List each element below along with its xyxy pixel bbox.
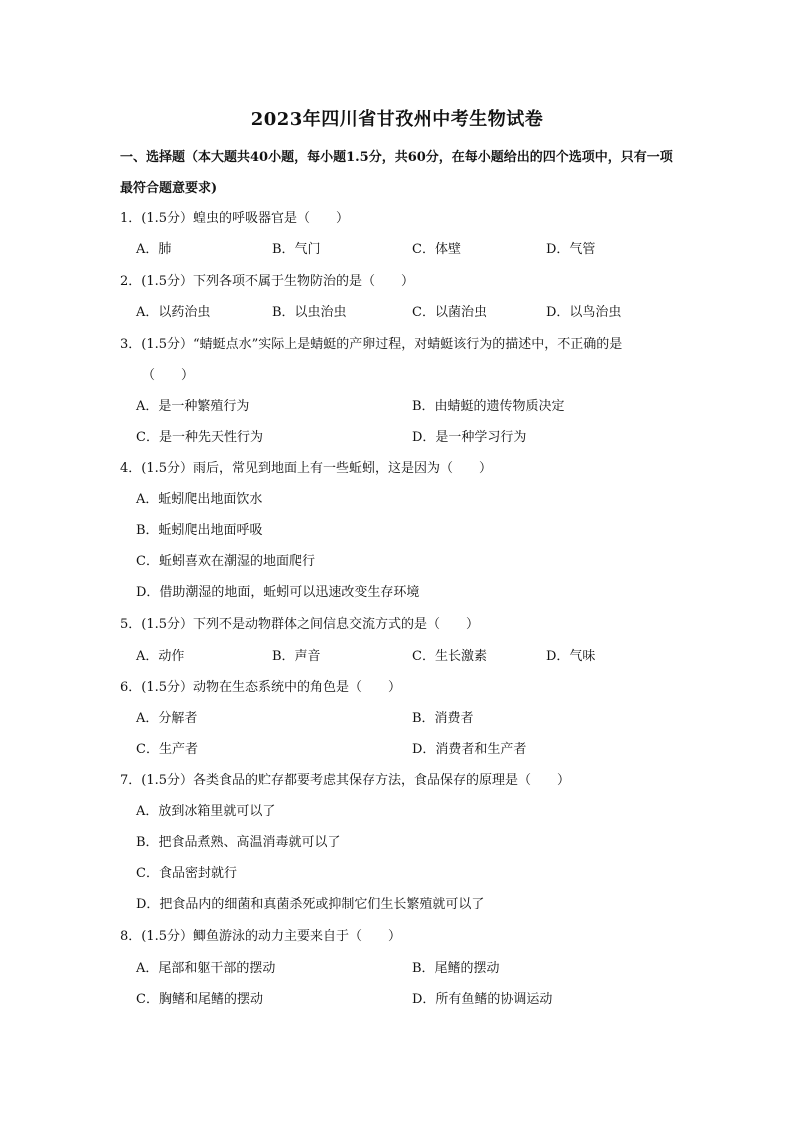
q1-option-a: A．肺 (136, 242, 172, 257)
q4-option-b: B．蚯蚓爬出地面呼吸 (136, 523, 263, 538)
question-3-continued: （ ） (142, 368, 195, 383)
q5-option-c: C．生长激素 (412, 649, 487, 664)
question-4: 4．(1.5分）雨后，常见到地面上有一些蚯蚓，这是因为（ ） (120, 461, 493, 476)
q1-option-c: C．体壁 (412, 242, 461, 257)
q2-option-c: C．以菌治虫 (412, 305, 487, 320)
q3-option-a: A．是一种繁殖行为 (136, 399, 250, 414)
q7-option-a: A．放到冰箱里就可以了 (136, 804, 276, 819)
q5-option-b: B．声音 (272, 649, 321, 664)
question-2: 2．(1.5分）下列各项不属于生物防治的是（ ） (120, 274, 415, 289)
question-3: 3．(1.5分）“蜻蜓点水”实际上是蜻蜓的产卵过程，对蜻蜓该行为的描述中，不正确的是 (120, 337, 623, 352)
q2-option-b: B．以虫治虫 (272, 305, 347, 320)
q5-option-d: D．气味 (546, 649, 596, 664)
question-1: 1．(1.5分）蝗虫的呼吸器官是（ ） (120, 211, 350, 226)
q2-option-a: A．以药治虫 (136, 305, 211, 320)
question-5: 5．(1.5分）下列不是动物群体之间信息交流方式的是（ ） (120, 617, 480, 632)
question-6: 6．(1.5分）动物在生态系统中的角色是（ ） (120, 680, 402, 695)
q6-option-a: A．分解者 (136, 711, 198, 726)
q8-option-c: C．胸鳍和尾鳍的摆动 (136, 992, 263, 1007)
q8-option-b: B．尾鳍的摆动 (412, 961, 500, 976)
q2-option-d: D．以鸟治虫 (546, 305, 622, 320)
q6-option-b: B．消费者 (412, 711, 474, 726)
q1-option-b: B．气门 (272, 242, 321, 257)
q7-option-c: C．食品密封就行 (136, 866, 237, 881)
q3-option-b: B．由蜻蜓的遗传物质决定 (412, 399, 565, 414)
q1-option-d: D．气管 (546, 242, 596, 257)
q6-option-c: C．生产者 (136, 742, 198, 757)
question-8: 8．(1.5分）鲫鱼游泳的动力主要来自于（ ） (120, 929, 402, 944)
q3-option-c: C．是一种先天性行为 (136, 430, 263, 445)
question-7: 7．(1.5分）各类食品的贮存都要考虑其保存方法，食品保存的原理是（ ） (120, 773, 571, 788)
section-heading: 一、选择题（本大题共40小题，每小题1.5分，共60分，在每小题给出的四个选项中，只有一项最符合题意要求) (120, 150, 673, 196)
q5-option-a: A．动作 (136, 649, 185, 664)
q4-option-a: A．蚯蚓爬出地面饮水 (136, 492, 263, 507)
q7-option-b: B．把食品煮熟、高温消毒就可以了 (136, 835, 341, 850)
q3-option-d: D．是一种学习行为 (412, 430, 527, 445)
q4-option-c: C．蚯蚓喜欢在潮湿的地面爬行 (136, 554, 315, 569)
q4-option-d: D．借助潮湿的地面，蚯蚓可以迅速改变生存环境 (136, 585, 420, 600)
page-title: 2023年四川省甘孜州中考生物试卷 (250, 109, 544, 130)
q8-option-a: A．尾部和躯干部的摆动 (136, 961, 276, 976)
q7-option-d: D．把食品内的细菌和真菌杀死或抑制它们生长繁殖就可以了 (136, 897, 485, 912)
q6-option-d: D．消费者和生产者 (412, 742, 527, 757)
q8-option-d: D．所有鱼鳍的协调运动 (412, 992, 553, 1007)
